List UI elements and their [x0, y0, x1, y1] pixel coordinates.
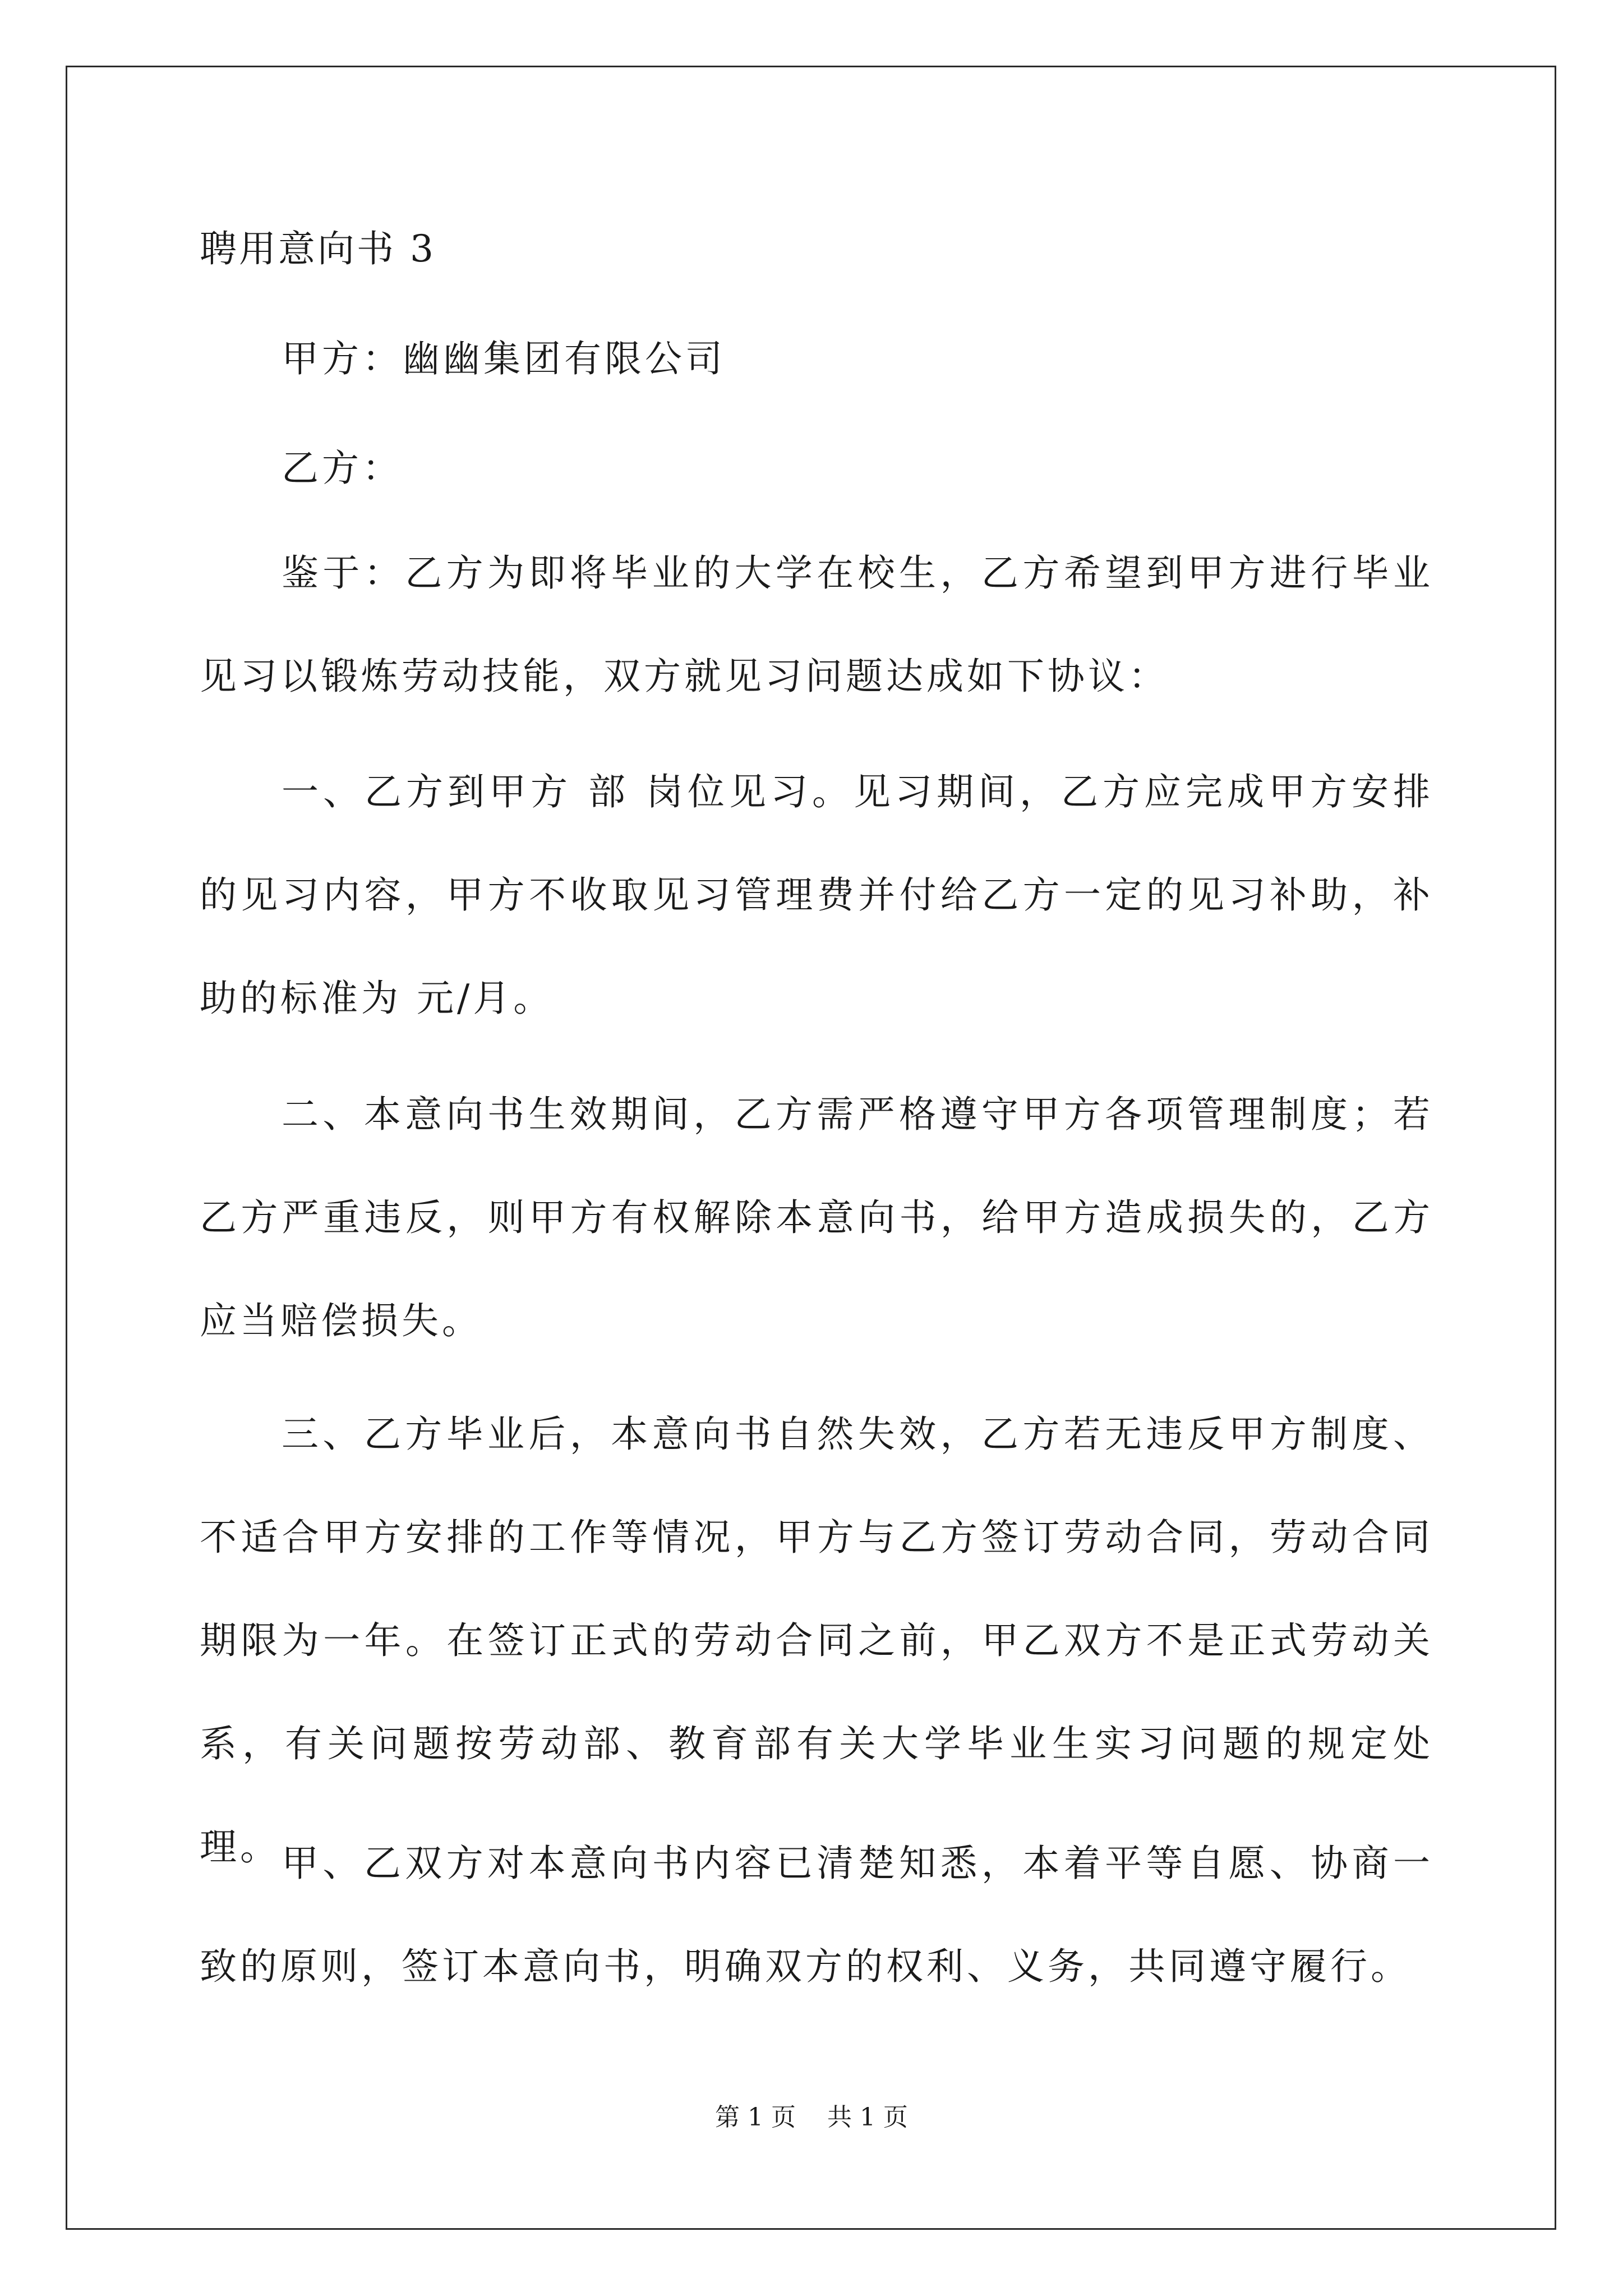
- paragraph-preamble: 鉴于：乙方为即将毕业的大学在校生，乙方希望到甲方进行毕业见习以锻炼劳动技能，双方就见习问题达成如下协议：: [200, 551, 1433, 698]
- party-a-line: 甲方：幽幽集团有限公司: [282, 337, 726, 380]
- paragraph-clause-3: 三、乙方毕业后，本意向书自然失效，乙方若无违反甲方制度、不适合甲方安排的工作等情况，甲方与乙方签订劳动合同，劳动合同期限为一年。在签订正式的劳动合同之前，甲乙双方不是正式劳动关系，有关问题按劳动部、教育部有关大学毕业生实习问题的规定处理。: [200, 1412, 1433, 1869]
- party-b-line: 乙方：: [282, 447, 403, 490]
- paragraph-clause-1: 一、乙方到甲方 部 岗位见习。见习期间，乙方应完成甲方安排的见习内容，甲方不收取见习管理费并付给乙方一定的见习补助，补助的标准为 元/月。: [200, 770, 1433, 1020]
- page-number-footer: 第 1 页 共 1 页: [715, 2103, 908, 2132]
- document-title: 聘用意向书 3: [200, 227, 436, 270]
- paragraph-clause-2: 二、本意向书生效期间，乙方需严格遵守甲方各项管理制度；若乙方严重违反，则甲方有权解除本意向书，给甲方造成损失的，乙方应当赔偿损失。: [200, 1093, 1433, 1342]
- paragraph-closing: 甲、乙双方对本意向书内容已清楚知悉，本着平等自愿、协商一致的原则，签订本意向书，明确双方的权利、义务，共同遵守履行。: [200, 1842, 1433, 1988]
